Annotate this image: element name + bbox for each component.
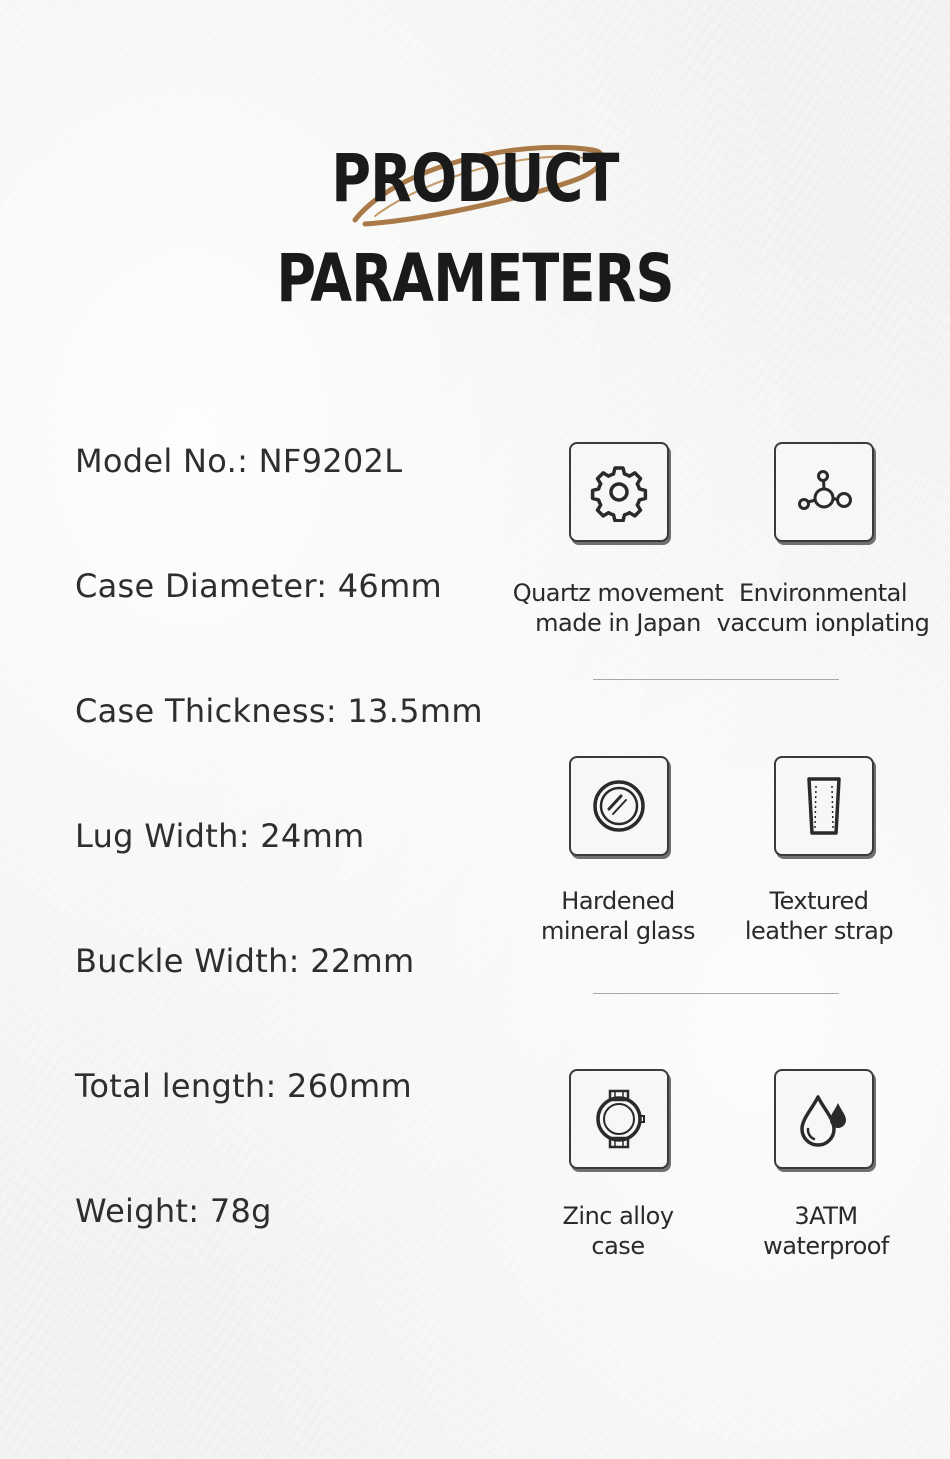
feature-label-line1: 3ATM bbox=[794, 1202, 858, 1230]
feature-label-line2: made in Japan bbox=[535, 609, 701, 637]
molecule-icon bbox=[774, 442, 874, 542]
feature-leather-strap bbox=[709, 756, 929, 956]
gear-icon bbox=[569, 442, 669, 542]
feature-quartz-movement bbox=[508, 442, 728, 642]
feature-label-line1: Zinc alloy bbox=[562, 1202, 674, 1230]
spec-lug-width: Lug Width: 24mm bbox=[75, 817, 365, 855]
divider bbox=[593, 679, 839, 680]
feature-label-line2: vaccum ionplating bbox=[716, 609, 930, 637]
feature-waterproof bbox=[716, 1069, 936, 1269]
spec-model-number: Model No.: NF9202L bbox=[75, 442, 403, 480]
feature-label-line2: leather strap bbox=[744, 917, 894, 945]
feature-label-line1: Hardened bbox=[561, 887, 675, 915]
feature-grid bbox=[500, 0, 950, 1459]
feature-label-line1: Textured bbox=[769, 887, 869, 915]
feature-mineral-glass bbox=[508, 756, 728, 956]
spec-weight: Weight: 78g bbox=[75, 1192, 272, 1230]
water-drop-icon bbox=[774, 1069, 874, 1169]
feature-ion-plating bbox=[713, 442, 933, 642]
spec-total-length: Total length: 260mm bbox=[75, 1067, 412, 1105]
divider bbox=[593, 993, 839, 994]
strap-icon bbox=[774, 756, 874, 856]
spec-case-diameter: Case Diameter: 46mm bbox=[75, 567, 443, 605]
title-line-1: PRODUCT bbox=[331, 140, 619, 217]
feature-label-line2: mineral glass bbox=[540, 917, 695, 945]
feature-label-line1: Environmental bbox=[738, 579, 908, 607]
glass-lens-icon bbox=[569, 756, 669, 856]
feature-label-line1: Quartz movement bbox=[512, 579, 724, 607]
spec-buckle-width: Buckle Width: 22mm bbox=[75, 942, 415, 980]
spec-case-thickness: Case Thickness: 13.5mm bbox=[75, 692, 483, 730]
feature-label-line2: case bbox=[591, 1232, 645, 1260]
feature-zinc-alloy-case bbox=[508, 1069, 728, 1269]
watch-case-icon bbox=[569, 1069, 669, 1169]
feature-label-line2: waterproof bbox=[763, 1232, 889, 1260]
title-line-2: PARAMETERS bbox=[276, 240, 674, 317]
